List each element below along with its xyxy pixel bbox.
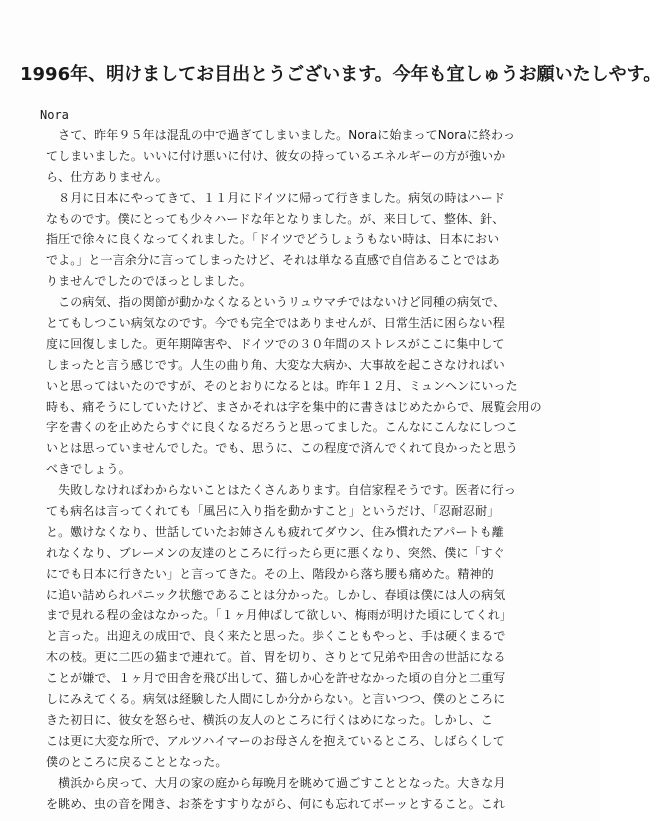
body-line: りませんでしたのでほっとしました。 [46,274,252,289]
body-line: さて、昨年９５年は混乱の中で過ぎてしまいました。Noraに始まってNoraに終わっ [46,128,516,142]
body-line: と言った。出迎えの成田で、良く来たと思った。歩くこともやっと、手は硬くまるで [46,629,506,644]
body-line: きた初日に、彼女を怒らせ、横浜の友人のところに行くはめになった。しかし、こ [46,712,493,727]
body-line: と。嫐けなくなり、世話していたお姉さんも疲れてダウン、住み慣れたアパートも離 [46,524,504,539]
body-line: いと思ってはいたのですが、そのとおりになるとは。昨年１２月、ミュンヘンにいった [46,378,518,393]
body-line: まで見れる程の金はなかった。「１ヶ月伸ばして欲しい、梅雨が明けた頃にしてくれ」 [46,608,512,623]
author-name: Nora [40,108,69,122]
letter-title: 1996年、明けましてお目出とうございます。今年も宜しゅうお願いたしやす。 [20,64,661,85]
body-line: ら、仕方ありません。 [46,169,168,184]
body-line: 時も、痛そうにしていたけど、まさかそれは字を集中的に書きはじめたからで、展覧会用の [46,399,542,414]
body-line: 木の枝。更に二匹の猫まで連れて。首、胃を切り、さりとて兄弟や田舎の世話になる [46,650,506,665]
body-line: に追い詰められパニック状態であることは分かった。しかし、春頃は僕には人の病気 [46,587,506,602]
body-line: にでも日本に行きたい」と言ってきた。その上、階段から落ち腰も痛めた。精神的 [46,566,494,581]
body-line: この病気、指の関節が動かなくなるというリュウマチではないけど同種の病気で、 [46,295,506,310]
body-line: しにみえてくる。病気は経験した人間にしか分からない。と言いつつ、僕のところに [46,692,506,707]
body-line: れなくなり、ブレーメンの友達のところに行ったら更に悪くなり、突然、僕に「すぐ [46,545,505,560]
body-line: を眺め、虫の音を聞き、お茶をすすりながら、何にも忘れてボーッとすること。これ [46,796,505,811]
body-line: いとは思っていませんでした。でも、思うに、この程度で済んでくれて良かったと思う [46,441,518,456]
body-line: 失敗しなければわからないことはたくさんあります。自信家程そうです。医者に行っ [46,483,516,498]
body-line: しまったと言う感じです。人生の曲り角、大変な大病か、大事故を起こさなければい [46,357,505,372]
body-line: てしまいました。いいに付け悪いに付け、彼女の持っているエネルギーの方が強いか [46,148,506,163]
body-line: ても病名は言ってくれても「風呂に入り指を動かすこと」というだけ、「忍耐忍耐」 [46,504,500,519]
body-line: 指圧で徐々に良くなってくれました。「ドイツでどうしょうもない時は、日本におい [46,232,500,247]
body-line: 僕のところに戻ることとなった。 [46,754,228,769]
letter-body [46,125,554,814]
body-line: ことが嫌で、１ヶ月で田舎を飛び出して、猫しか心を許せなかった頃の自分と二重写 [46,671,506,686]
body-line: とてもしつこい病気なのです。今でも完全ではありませんが、日常生活に困らない程 [46,316,505,331]
body-line: 横浜から戻って、大月の家の庭から毎晩月を眺めて過ごすこととなった。大きな月 [46,775,506,790]
body-line: べきでしょう。 [46,462,131,477]
body-line: こは更に大変な所で、アルツハイマーのお母さんを抱えているところ、しばらくして [46,733,505,748]
body-line: ８月に日本にやってきて、１１月にドイツに帰って行きました。病気の時はハード [46,190,505,205]
body-line: でよ。」と一言余分に言ってしまったけど、それは単なる直感で自信あることではあ [46,253,500,268]
body-line: 度に回復しました。更年期障害や、ドイツでの３０年間のストレスがここに集中して [46,336,505,351]
body-line: 字を書くのを止めたらすぐに良くなるだろうと思ってました。こんなにこんなにしつこ [46,420,518,435]
body-line: なものです。僕にとっても少々ハードな年となりました。が、来日して、整体、針、 [46,211,505,226]
